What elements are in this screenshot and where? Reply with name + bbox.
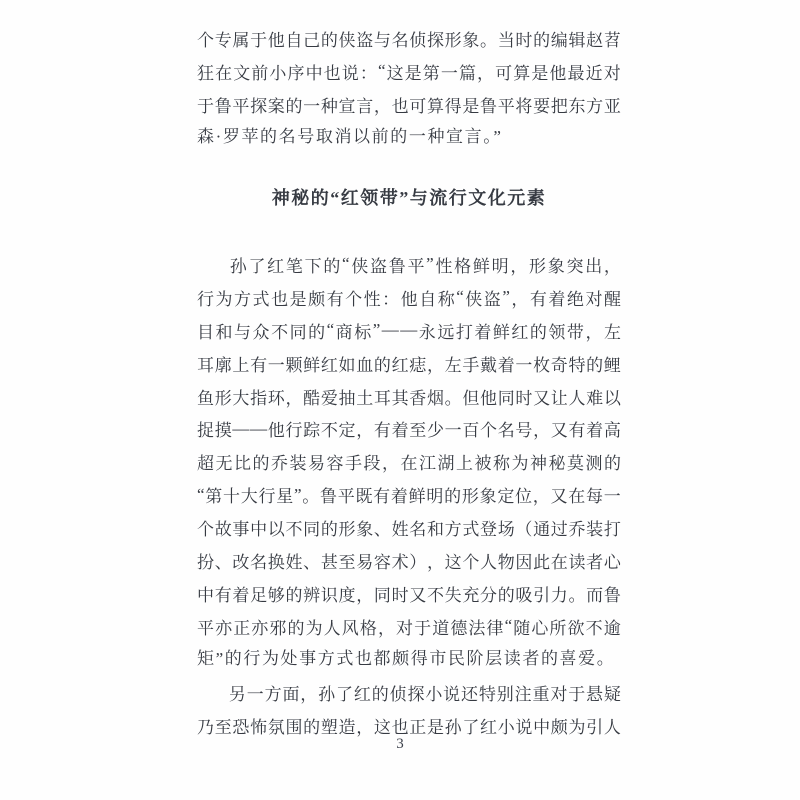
text-line: 狂 在 文 前 小 序 中 也 说 ： “ 这 是 第 一 篇 ， 可 算 是 他 最 近 对 <box>197 61 621 83</box>
text-line: 另 一 方 面 ， 孙 了 红 的 侦 探 小 说 还 特 别 注 重 对 于 悬 疑 <box>228 684 621 704</box>
text-line: 乃 至 恐 怖 氛 围 的 塑 造 ， 这 也 正 是 孙 了 红 小 说 中 颇 为 引 人 <box>197 717 621 737</box>
text-line: 森·罗苹的名号取消以前的一种宣言。” <box>197 126 503 146</box>
text-line: 孙 了 红 笔 下 的 “ 侠 盗 鲁 平 ” 性 格 鲜 明 ， 形 象 突 出 ， <box>229 254 621 276</box>
text-line: 超 无 比 的 乔 装 易 容 手 段 ， 在 江 湖 上 被 称 为 神 秘 莫 测 的 <box>197 454 621 474</box>
text-line: 耳 廓 上 有 一 颗 鲜 红 如 血 的 红 痣 ， 左 手 戴 着 一 枚 奇 特 的 鲤 <box>197 355 621 375</box>
text-line: 鱼 形 大 指 环 ， 酷 爱 抽 土 耳 其 香 烟 。 但 他 同 时 又 让 人 难 以 <box>197 388 621 408</box>
text-line: 中 有 着 足 够 的 辨 识 度 ， 同 时 又 不 失 充 分 的 吸 引 力 。 而 鲁 <box>197 585 621 605</box>
text-line: 行 为 方 式 也 是 颇 有 个 性 ： 他 自 称 “ 侠 盗 ” ， 有 着 绝 对 醒 <box>197 287 621 309</box>
text-line: 个 故 事 中 以 不 同 的 形 象 、 姓 名 和 方 式 登 场 （ 通 过 乔 装 打 <box>197 520 621 540</box>
text-line: 个 专 属 于 他 自 己 的 侠 盗 与 名 侦 探 形 象 。 当 时 的 编 辑 赵 苕 <box>197 30 621 50</box>
page-number: 3 <box>396 736 404 752</box>
text-line: 矩”的行为处事方式也都颇得市民阶层读者的喜爱。 <box>197 648 616 668</box>
text-line: 目 和 与 众 不 同 的 “ 商 标 ” — — 永 远 打 着 鲜 红 的 领 带 ， 左 <box>197 320 621 342</box>
text-line: 于 鲁 平 探 案 的 一 种 宣 言 ， 也 可 算 得 是 鲁 平 将 要 把 东 方 亚 <box>197 96 621 116</box>
paragraph-continued-from-previous-page <box>197 22 621 154</box>
section-heading: 神秘的“红领带”与流行文化元素 <box>271 188 547 208</box>
paragraph-next <box>197 676 621 742</box>
text-line: 扮 、 改 名 换 姓 、 甚 至 易 容 术 ） ， 这 个 人 物 因 此 在 读 者 心 <box>197 552 621 572</box>
text-line: 平 亦 正 亦 邪 的 为 人 风 格 ， 对 于 道 德 法 律 “ 随 心 所 欲 不 逾 <box>197 616 621 638</box>
text-line: 捉 摸 — — 他 行 踪 不 定 ， 有 着 至 少 一 百 个 名 号 ， 又 有 着 高 <box>197 418 621 441</box>
paragraph-main <box>197 248 621 676</box>
text-line: “ 第 十 大 行 星 ” 。 鲁 平 既 有 着 鲜 明 的 形 象 定 位 ， 又 在 每 一 <box>197 484 621 507</box>
